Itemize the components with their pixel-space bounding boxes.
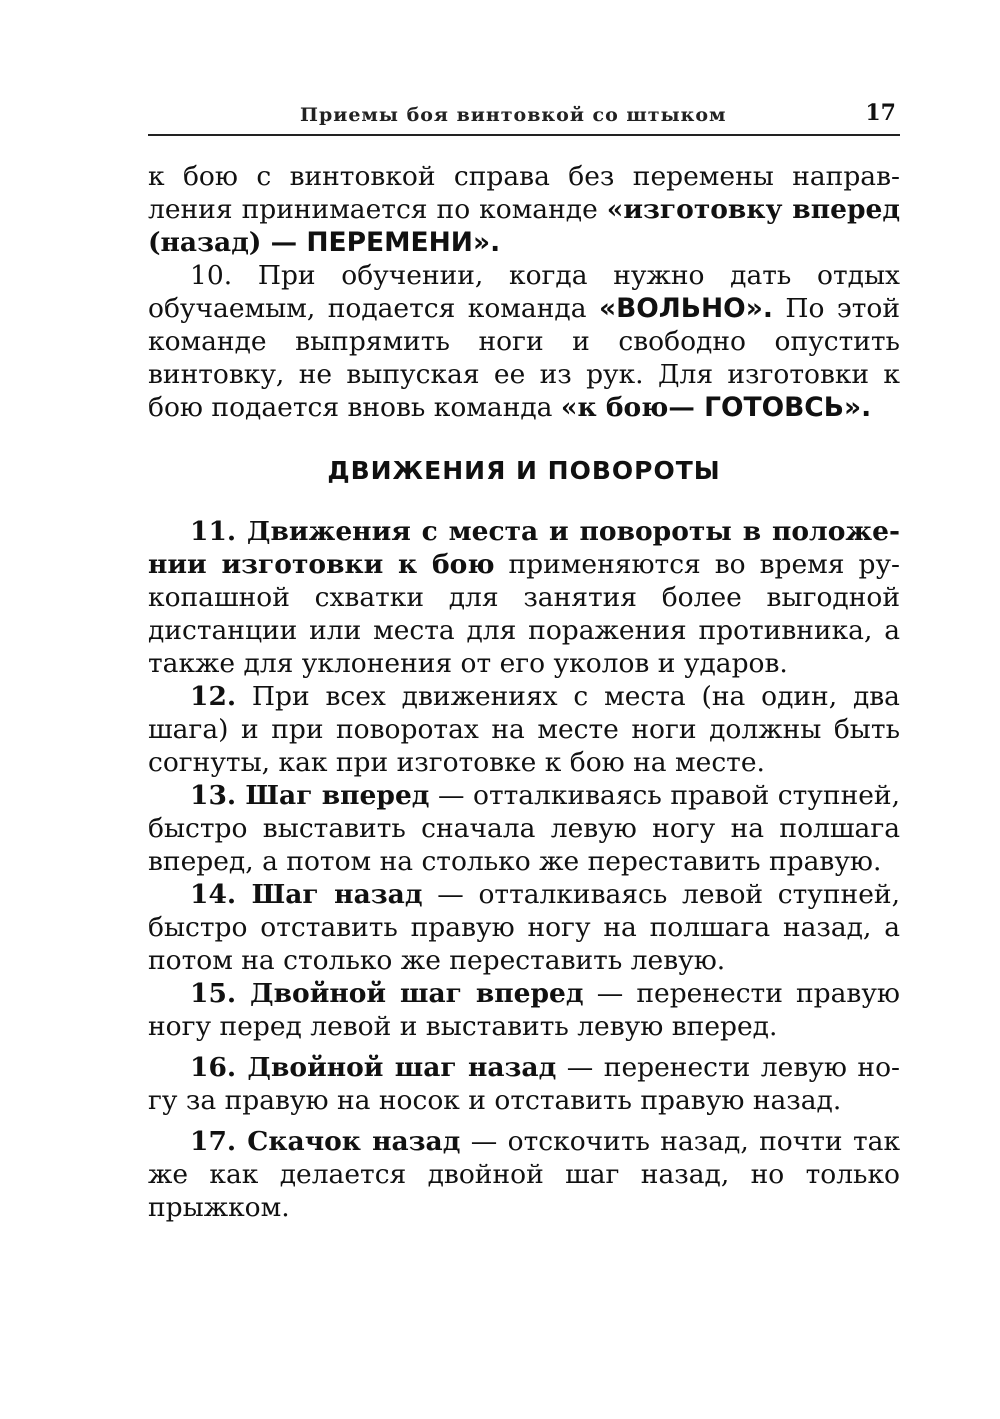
paragraph-15-lead: 15. Двойной шаг вперед (190, 978, 584, 1009)
paragraph-12-text: При всех движениях с места (на один, два шага) и при поворотах на месте ноги должны быть согнуты, как при изготовке к бою на месте. (148, 681, 900, 778)
paragraph-14 (148, 878, 900, 977)
paragraph-17-text: — отскочить назад, почти так же как делается двойной шаг назад, но только прыжком. (148, 1126, 901, 1223)
command-volno: «ВОЛЬНО». (598, 293, 773, 324)
paragraph-16-text: — перенести левую ногу за правую на носок и отставить правую назад. (148, 1052, 900, 1116)
section-title: ДВИЖЕНИЯ И ПОВОРОТЫ (327, 456, 721, 485)
paragraph-17-lead: 17. Скачок назад (190, 1126, 461, 1157)
paragraph-14-lead: 14. Шаг назад (190, 879, 423, 910)
running-title: Приемы боя винтовкой со штыком (300, 104, 727, 126)
page-header (148, 100, 900, 130)
paragraph-13-text: — отталкиваясь правой ступней, быстро выставить сначала левую ногу на полшага вперед, а потом на столько же переставить правую. (148, 780, 900, 877)
page-body (148, 160, 900, 1224)
paragraph-11-lead: 11. Движения с места и повороты в положении изготовки к бою (148, 516, 900, 580)
paragraph-11 (148, 515, 900, 680)
paragraph-17 (148, 1125, 900, 1224)
paragraph-10-number: 10. (190, 260, 233, 291)
intro-paragraph (148, 160, 900, 259)
paragraph-15 (148, 977, 900, 1043)
paragraph-11-text: применяются во время рукопашной схватки для занятия более выгодной дистанции или места для поражения противника, а также для уклонения от его уколов и ударов. (148, 549, 900, 679)
paragraph-12-number: 12. (190, 681, 237, 712)
paragraph-15-text: — перенести правую ногу перед левой и выставить левую вперед. (148, 978, 900, 1042)
intro-command-emphasis: ПЕРЕМЕНИ». (306, 227, 501, 258)
page-number: 17 (865, 100, 896, 126)
spacer (148, 1117, 900, 1125)
paragraph-10-text-a: При обучении, когда нужно дать отдых обучаемым, подается команда (148, 260, 900, 324)
paragraph-10-text-b: По этой команде выпрямить ноги и свободно опустить винтовку, не выпуская ее из рук. Для изготовки к бою подается вновь команда (148, 293, 900, 423)
header-rule (148, 134, 900, 136)
intro-command: «изготовку вперед (назад) — (148, 194, 900, 258)
paragraph-10 (148, 259, 900, 424)
paragraph-16 (148, 1051, 900, 1117)
command-gotovs: ГОТОВСЬ». (704, 392, 872, 423)
paragraph-13 (148, 779, 900, 878)
spacer (148, 1043, 900, 1051)
paragraph-16-lead: 16. Двойной шаг назад (190, 1052, 557, 1083)
paragraph-13-lead: 13. Шаг вперед (190, 780, 430, 811)
command-k-boyu: «к бою— (560, 392, 705, 423)
intro-text: к бою с винтовкой справа без перемены направления принимается по команде (148, 161, 900, 225)
paragraph-12 (148, 680, 900, 779)
paragraph-14-text: — отталкиваясь левой ступней, быстро отставить правую ногу на полшага назад, а потом на столько же переставить левую. (148, 879, 900, 976)
